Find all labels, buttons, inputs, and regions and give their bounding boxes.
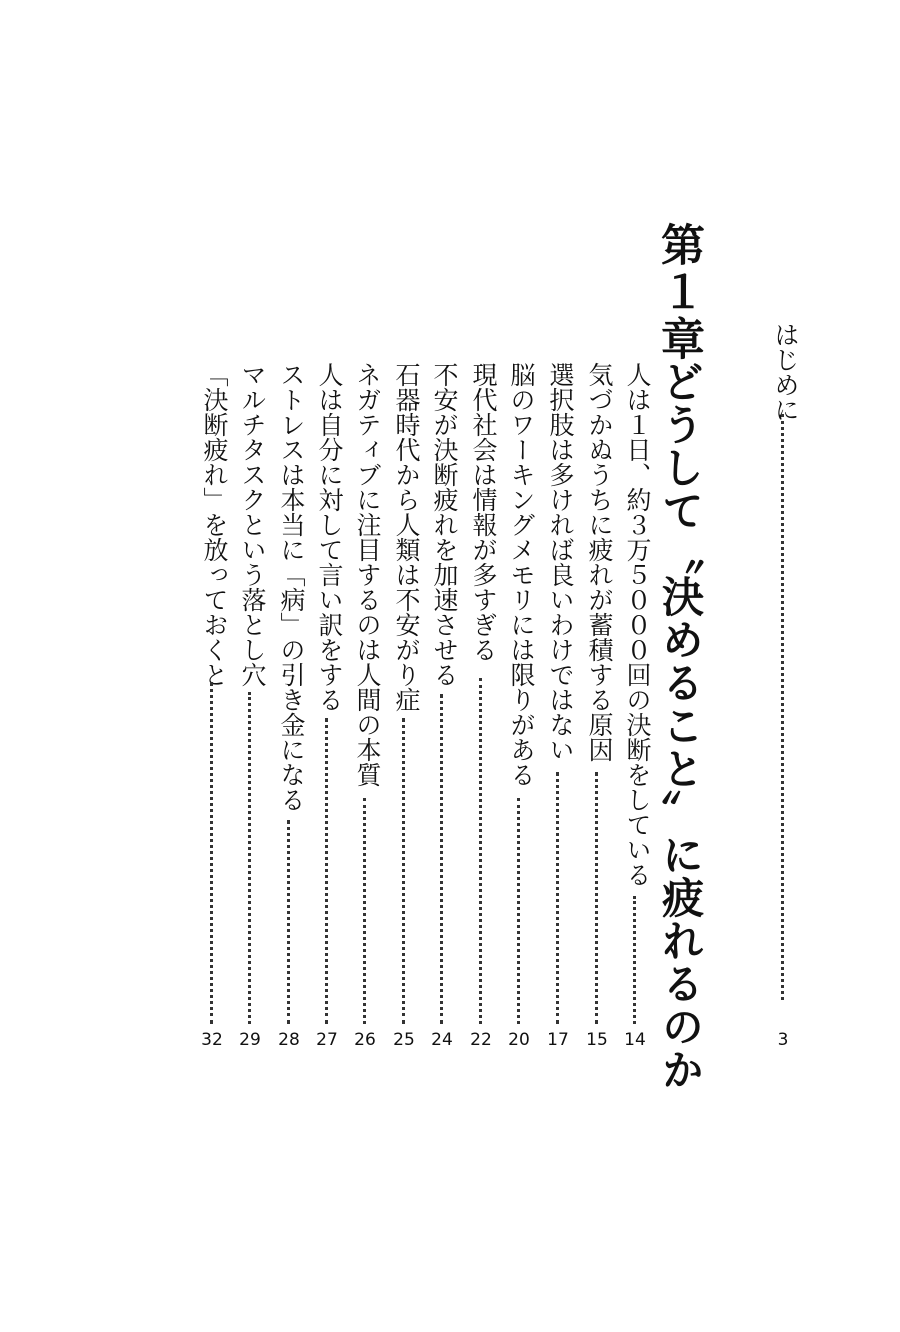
toc-entry[interactable] (543, 362, 573, 1062)
toc-entry[interactable] (504, 362, 534, 1062)
intro-page-number: 3 (777, 1030, 789, 1050)
entry-page-number: 14 (624, 1030, 646, 1050)
entry-title: ストレスは本当に「病」の引き金になる (277, 362, 306, 812)
entry-title: 人は自分に対して言い訳をする (315, 362, 344, 712)
chapter-title: どうして〝決めること〟に疲れるのか (656, 360, 705, 1091)
leader-dots (402, 718, 405, 1024)
intro-title: はじめに (771, 322, 800, 422)
leader-dots (248, 692, 251, 1024)
entry-title: マルチタスクという落とし穴 (238, 362, 267, 687)
toc-entry-intro[interactable] (768, 322, 798, 1062)
leader-dots (287, 820, 290, 1024)
toc-entry[interactable] (350, 362, 380, 1062)
leader-dots (325, 718, 328, 1024)
entry-title: 不安が決断疲れを加速させる (430, 362, 459, 687)
entry-title: 人は１日、約３万５０００回の決断をしている (623, 362, 652, 887)
entry-page-number: 27 (316, 1030, 338, 1050)
leader-dots (440, 694, 443, 1024)
toc-entry[interactable] (197, 362, 227, 1062)
entry-title: ネガティブに注目するのは人間の本質 (353, 362, 382, 787)
entry-title: 気づかぬうちに疲れが蓄積する原因 (585, 362, 614, 762)
entry-title: 選択肢は多ければ良いわけではない (546, 362, 575, 762)
leader-dots (595, 772, 598, 1024)
entry-page-number: 29 (239, 1030, 261, 1050)
entry-page-number: 24 (431, 1030, 453, 1050)
leader-dots (363, 798, 366, 1024)
toc-entry[interactable] (389, 362, 419, 1062)
entry-page-number: 15 (586, 1030, 608, 1050)
entry-title: 脳のワーキングメモリには限りがある (507, 362, 536, 787)
entry-page-number: 20 (508, 1030, 530, 1050)
entry-page-number: 17 (547, 1030, 569, 1050)
entry-page-number: 26 (354, 1030, 376, 1050)
toc-entry[interactable] (466, 362, 496, 1062)
entry-page-number: 25 (393, 1030, 415, 1050)
toc-entry[interactable] (427, 362, 457, 1062)
toc-entry[interactable] (620, 362, 650, 1062)
leader-dots (210, 682, 213, 1024)
toc-entry[interactable] (312, 362, 342, 1062)
chapter-label: 第１章 (653, 222, 704, 363)
entry-title: 現代社会は情報が多すぎる (469, 362, 498, 662)
leader-dots (781, 414, 784, 1000)
toc-entry[interactable] (274, 362, 304, 1062)
entry-title: 「決断疲れ」を放っておくと (200, 362, 229, 687)
entry-page-number: 32 (201, 1030, 223, 1050)
leader-dots (517, 798, 520, 1024)
leader-dots (479, 678, 482, 1024)
toc-entry[interactable] (582, 362, 612, 1062)
leader-dots (556, 772, 559, 1024)
toc-entry[interactable] (235, 362, 265, 1062)
entry-page-number: 22 (470, 1030, 492, 1050)
entry-page-number: 28 (278, 1030, 300, 1050)
entry-title: 石器時代から人類は不安がり症 (392, 362, 421, 712)
leader-dots (633, 896, 636, 1024)
